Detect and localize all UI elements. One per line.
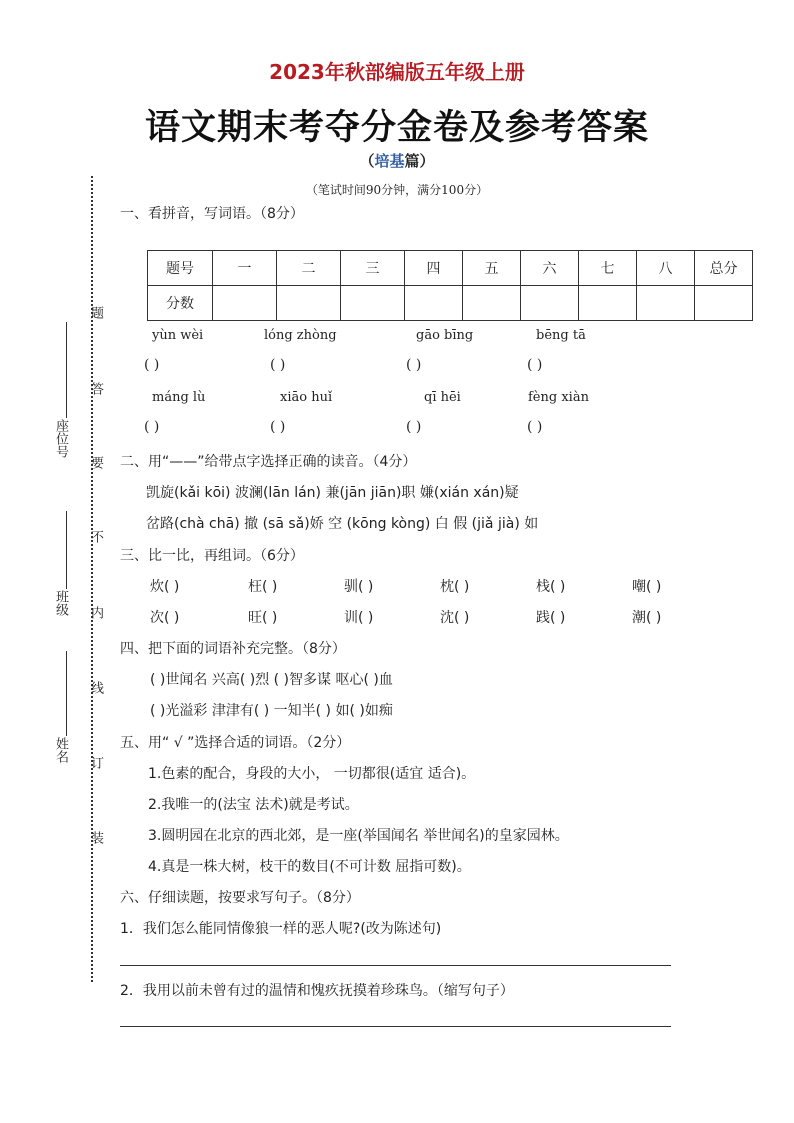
compare-item: 沈( ) — [440, 610, 470, 626]
class-label: 班级 — [53, 590, 68, 616]
name-underline — [66, 651, 67, 736]
compare-item: 旺( ) — [248, 610, 278, 626]
binding-char-ti: 题 — [88, 306, 103, 319]
binding-char-zhuang: 装 — [88, 831, 103, 844]
pinyin-item: lóng zhòng — [264, 328, 337, 343]
pinyin-item: xiāo huǐ — [280, 390, 333, 405]
binding-char-bu: 不 — [88, 530, 103, 543]
binding-char-da: 答 — [88, 382, 103, 395]
compare-item: 践( ) — [536, 610, 566, 626]
sentence-q2: 2．我用以前未曾有过的温情和愧疚抚摸着珍珠鸟。（缩写句子） — [120, 983, 514, 999]
score-blank[interactable] — [213, 286, 277, 321]
answer-line[interactable] — [120, 1026, 671, 1027]
compare-item: 潮( ) — [632, 610, 662, 626]
compare-item: 枕( ) — [440, 579, 470, 595]
top-title: 2023年秋部编版五年级上册 — [269, 60, 525, 84]
score-cell-q8: 八 — [637, 251, 695, 286]
section-2-heading: 二、用“——”给带点字选择正确的读音。（4分） — [120, 454, 417, 470]
sub-title — [0, 150, 794, 171]
reading-line-2: 岔路(chà chā) 撤 (sā sǎ)娇 空 (kōng kòng) 白 假 (jiǎ jià) 如 — [146, 516, 539, 532]
reading-line-1: 凯旋(kǎi kōi) 波澜(lān lán) 兼(jān jiān)职 嫌(xián xán)疑 — [146, 485, 519, 501]
complete-line-1: ( )世闻名 兴高( )烈 ( )智多谋 呕心( )血 — [150, 672, 393, 688]
answer-line[interactable] — [120, 965, 671, 966]
score-cell-total: 总分 — [695, 251, 753, 286]
score-table-header-row — [148, 251, 753, 286]
sentence-q1: 1．我们怎么能同情像狼一样的恶人呢?(改为陈述句) — [120, 921, 442, 937]
pinyin-item: gāo bīng — [416, 328, 474, 343]
choose-q2: 2.我唯一的(法宝 法术)就是考试。 — [148, 797, 359, 813]
section-6-heading: 六、仔细读题，按要求写句子。（8分） — [120, 890, 360, 906]
answer-paren[interactable]: ( ) — [270, 357, 286, 373]
compare-item: 训( ) — [344, 610, 374, 626]
pinyin-item: fèng xiàn — [528, 390, 589, 405]
score-cell-q4: 四 — [405, 251, 463, 286]
binding-dotted-line — [91, 176, 93, 982]
score-blank[interactable] — [463, 286, 521, 321]
answer-paren[interactable]: ( ) — [527, 357, 543, 373]
seat-number-label: 座位号 — [53, 419, 68, 458]
score-cell-q2: 二 — [277, 251, 341, 286]
sub-title-blue: 培基 — [374, 152, 405, 170]
compare-item: 次( ) — [150, 610, 180, 626]
exam-note: （笔试时间90分钟，满分100分） — [305, 183, 489, 197]
complete-line-2: ( )光溢彩 津津有( ) 一知半( ) 如( )如痴 — [150, 703, 393, 719]
score-table — [147, 250, 753, 321]
section-5-heading: 五、用“ √ ”选择合适的词语。（2分） — [120, 735, 351, 751]
score-blank[interactable] — [405, 286, 463, 321]
pinyin-item: bēng tā — [536, 328, 586, 343]
answer-paren[interactable]: ( ) — [406, 357, 422, 373]
score-blank[interactable] — [277, 286, 341, 321]
compare-item: 栈( ) — [536, 579, 566, 595]
sub-title-open: （ — [359, 152, 375, 170]
score-blank[interactable] — [637, 286, 695, 321]
score-row-label: 分数 — [148, 286, 213, 321]
choose-q1: 1.色素的配合，身段的大小， 一切都很(适宜 适合)。 — [148, 766, 476, 782]
section-1-heading: 一、看拼音，写词语。（8分） — [120, 206, 304, 222]
section-4-heading: 四、把下面的词语补充完整。（8分） — [120, 641, 346, 657]
binding-char-nei: 内 — [88, 606, 103, 619]
compare-item: 嘲( ) — [632, 579, 662, 595]
answer-paren[interactable]: ( ) — [527, 419, 543, 435]
class-underline — [66, 511, 67, 589]
score-cell-q5: 五 — [463, 251, 521, 286]
score-cell-q3: 三 — [341, 251, 405, 286]
binding-char-xian: 线 — [88, 681, 103, 694]
pinyin-item: máng lù — [152, 390, 206, 405]
answer-paren[interactable]: ( ) — [144, 357, 160, 373]
compare-item: 驯( ) — [344, 579, 374, 595]
pinyin-item: qī hēi — [424, 390, 461, 405]
name-label: 姓名 — [53, 737, 68, 763]
score-cell-q1: 一 — [213, 251, 277, 286]
pinyin-item: yùn wèi — [152, 328, 204, 343]
binding-char-yao: 要 — [88, 456, 103, 469]
compare-item: 枉( ) — [248, 579, 278, 595]
sub-title-rest: 篇） — [404, 152, 435, 170]
score-blank[interactable] — [579, 286, 637, 321]
answer-paren[interactable]: ( ) — [406, 419, 422, 435]
choose-q3: 3.圆明园在北京的西北郊，是一座(举国闻名 举世闻名)的皇家园林。 — [148, 828, 569, 844]
main-title: 语文期末考夺分金卷及参考答案 — [144, 107, 649, 148]
compare-item: 炊( ) — [150, 579, 180, 595]
choose-q4: 4.真是一株大树，枝干的数目(不可计数 屈指可数)。 — [148, 859, 471, 875]
section-3-heading: 三、比一比，再组词。（6分） — [120, 548, 304, 564]
score-blank[interactable] — [341, 286, 405, 321]
seat-number-underline — [66, 322, 67, 418]
score-blank[interactable] — [695, 286, 753, 321]
binding-char-ding: 订 — [88, 756, 103, 769]
score-cell-q7: 七 — [579, 251, 637, 286]
answer-paren[interactable]: ( ) — [144, 419, 160, 435]
score-cell-q6: 六 — [521, 251, 579, 286]
answer-paren[interactable]: ( ) — [270, 419, 286, 435]
score-cell-label: 题号 — [148, 251, 213, 286]
score-table-score-row — [148, 286, 753, 321]
score-blank[interactable] — [521, 286, 579, 321]
